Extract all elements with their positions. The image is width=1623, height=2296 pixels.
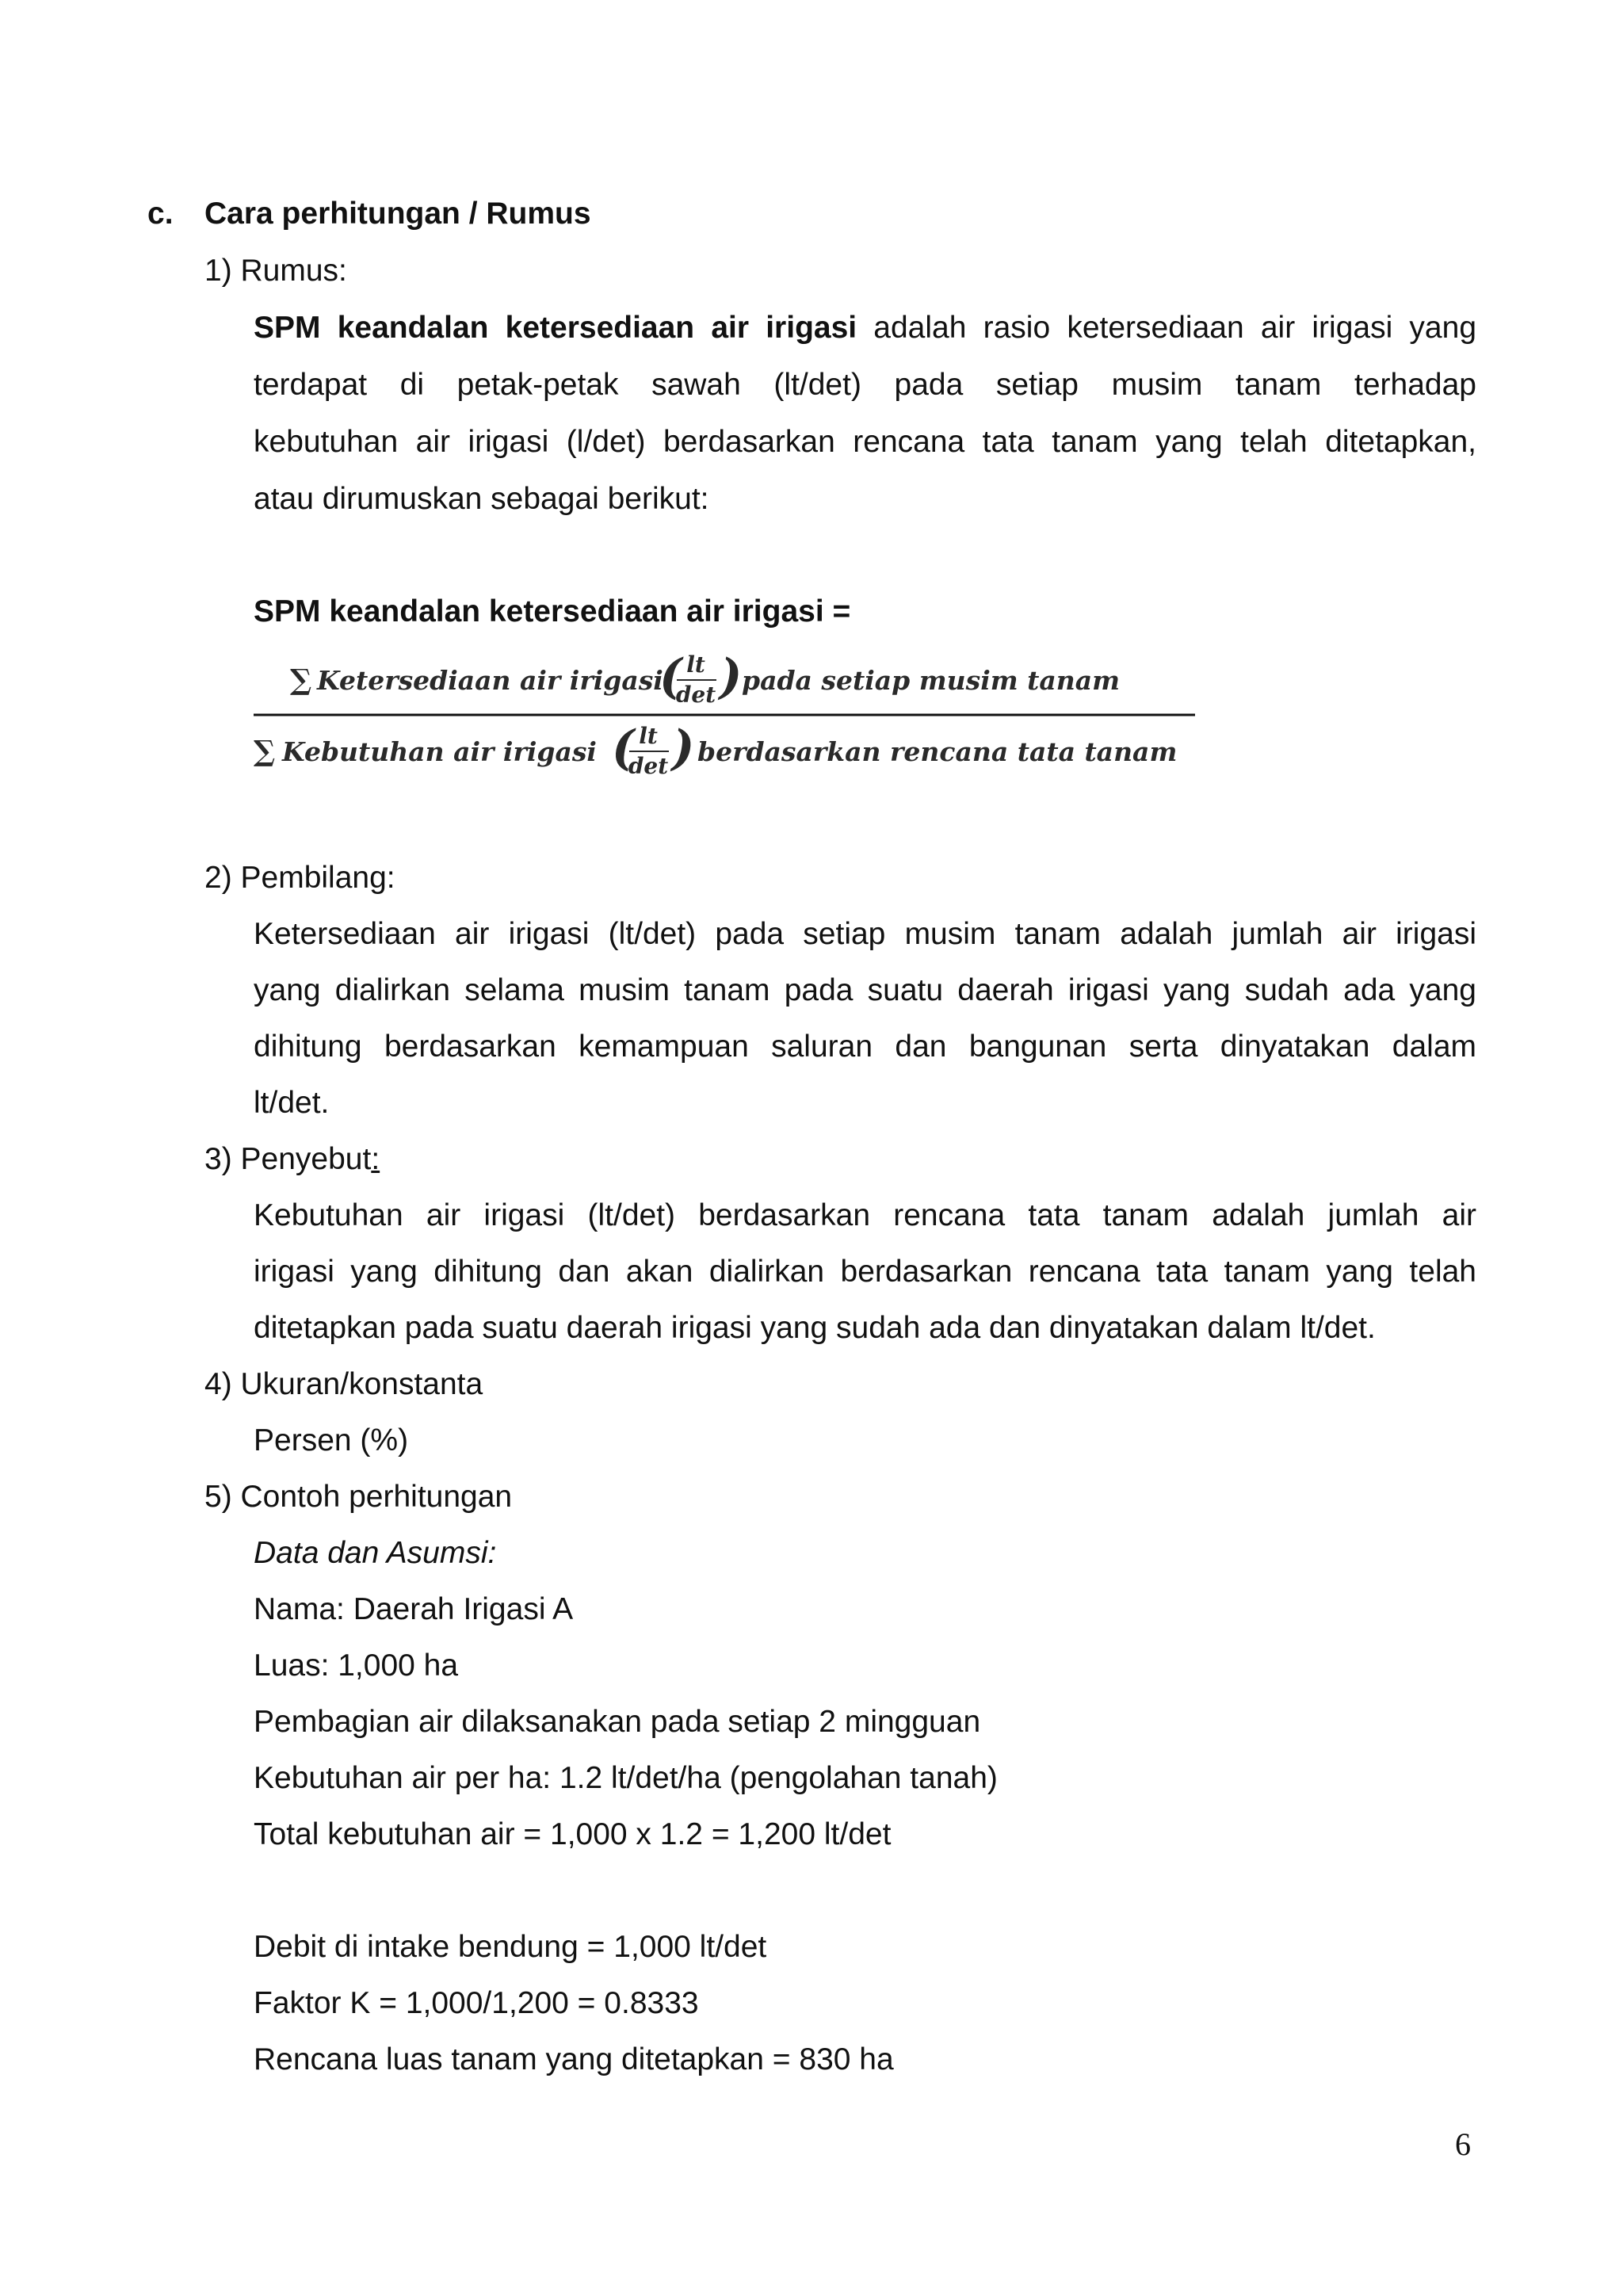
item-ukuran-label: 4) Ukuran/konstanta [204, 1367, 483, 1401]
contoh-line: Debit di intake bendung = 1,000 lt/det [254, 1930, 767, 1964]
penyebut-line-3: ditetapkan pada suatu daerah irigasi yang sudah ada dan dinyatakan dalam lt/det. [254, 1311, 1376, 1345]
penyebut-label-text: 3) Penyebut [204, 1142, 372, 1176]
numerator-sigma: ∑ [290, 663, 312, 697]
numerator-unit-top: lt [686, 651, 705, 678]
rumus-bold-term: SPM keandalan ketersediaan air irigasi [254, 311, 857, 345]
contoh-line: Kebutuhan air per ha: 1.2 lt/det/ha (pengolahan tanah) [254, 1761, 998, 1795]
denominator-paren-left: ( [612, 720, 635, 776]
contoh-line: Nama: Daerah Irigasi A [254, 1592, 574, 1626]
item-rumus-label: 1) Rumus: [204, 254, 347, 288]
pembilang-line-1: Ketersediaan air irigasi (lt/det) pada setiap musim tanam adalah jumlah air irigasi [254, 917, 1476, 951]
pembilang-line-2: yang dialirkan selama musim tanam pada suatu daerah irigasi yang sudah ada yang [254, 973, 1476, 1007]
rumus-paragraph-line-1 [254, 309, 1476, 347]
contoh-line: Luas: 1,000 ha [254, 1648, 459, 1683]
contoh-line: Pembagian air dilaksanakan pada setiap 2 mingguan [254, 1705, 981, 1739]
denominator-sigma: ∑ [254, 735, 276, 768]
section-title: Cara perhitungan / Rumus [204, 197, 591, 231]
penyebut-line-2: irigasi yang dihitung dan akan dialirkan berdasarkan rencana tata tanam yang telah [254, 1255, 1476, 1289]
numerator-text-a: Ketersediaan air irigasi [317, 665, 663, 696]
denominator-unit-bottom: det [628, 753, 669, 779]
pembilang-line-4: lt/det. [254, 1086, 330, 1120]
formula-svg [254, 650, 1197, 785]
rumus-paragraph-line-2: terdapat di petak-petak sawah (lt/det) pada setiap musim tanam terhadap [254, 368, 1476, 402]
contoh-heading: Data dan Asumsi: [254, 1536, 497, 1570]
penyebut-colon: : [371, 1142, 380, 1176]
contoh-line: Total kebutuhan air = 1,000 x 1.2 = 1,200 lt/det [254, 1817, 892, 1851]
rumus-paragraph-line-3: kebutuhan air irigasi (l/det) berdasarkan rencana tata tanam yang telah ditetapkan, [254, 425, 1476, 459]
contoh-line: Faktor K = 1,000/1,200 = 0.8333 [254, 1986, 699, 2020]
item-contoh-label: 5) Contoh perhitungan [204, 1480, 513, 1514]
denominator-paren-right: ) [672, 720, 695, 776]
denominator-text-b: berdasarkan rencana tata tanam [697, 736, 1178, 767]
rumus-line-1-rest: adalah rasio ketersediaan air irigasi yang [857, 311, 1477, 345]
ukuran-value: Persen (%) [254, 1423, 409, 1457]
item-pembilang-label: 2) Pembilang: [204, 861, 395, 895]
item-penyebut-label [204, 1140, 380, 1179]
numerator-text-b: pada setiap musim tanam [742, 665, 1121, 696]
numerator-paren-left: ( [659, 650, 682, 705]
page-number: 6 [1455, 2126, 1471, 2162]
pembilang-line-3: dihitung berdasarkan kemampuan saluran dan bangunan serta dinyatakan dalam [254, 1030, 1476, 1064]
formula-fraction [254, 650, 1197, 785]
denominator-unit-top: lt [639, 723, 658, 749]
penyebut-line-1: Kebutuhan air irigasi (lt/det) berdasarkan rencana tata tanam adalah jumlah air [254, 1198, 1476, 1232]
section-letter: c. [147, 197, 174, 231]
denominator-text-a: Kebutuhan air irigasi [282, 736, 597, 767]
formula-label: SPM keandalan ketersediaan air irigasi = [254, 594, 851, 628]
contoh-line: Rencana luas tanam yang ditetapkan = 830 ha [254, 2042, 894, 2076]
rumus-paragraph-line-4: atau dirumuskan sebagai berikut: [254, 482, 709, 516]
numerator-paren-right: ) [720, 650, 743, 705]
numerator-unit-bottom: det [675, 682, 716, 708]
